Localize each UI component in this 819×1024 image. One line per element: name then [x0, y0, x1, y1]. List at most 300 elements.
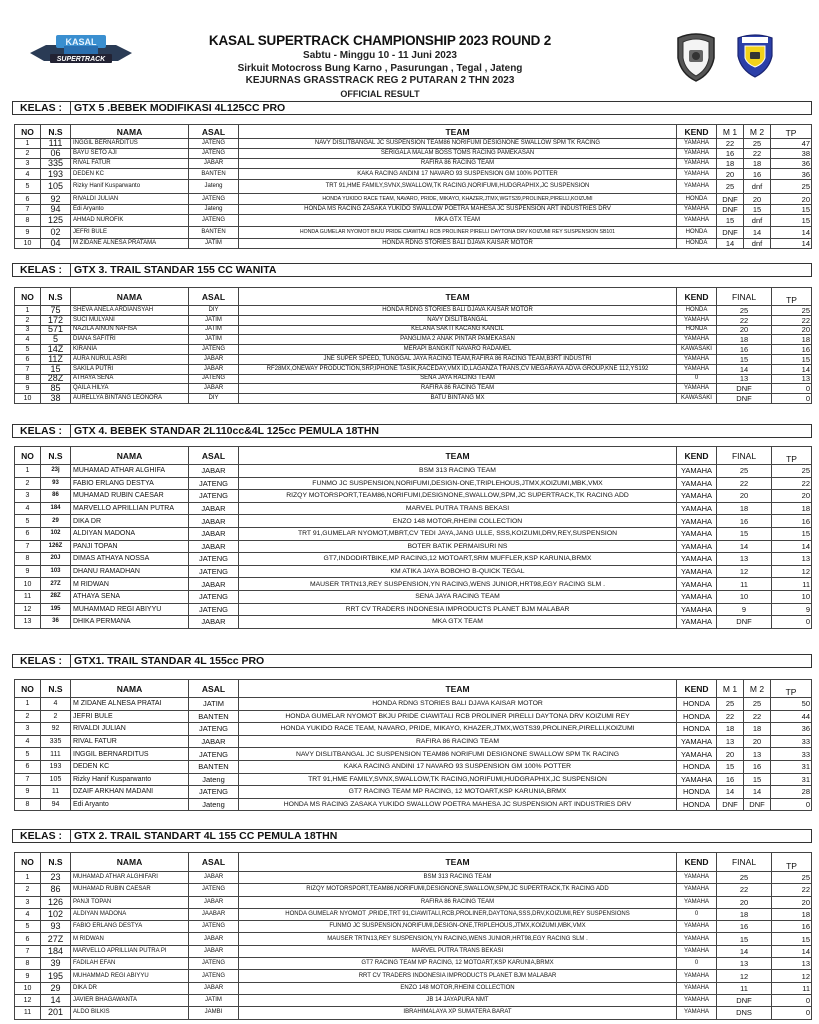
col-no: NO: [15, 853, 41, 872]
cell-final: 18: [717, 908, 772, 920]
cell-ns: 105: [41, 773, 71, 786]
cell-nama: M ZIDANE ALNESA PRATAI: [71, 698, 189, 711]
cell-m1: 20: [717, 748, 744, 761]
cell-no: 13: [15, 616, 41, 629]
cell-tp: 14: [771, 227, 812, 239]
cell-asal: JATENG: [189, 490, 239, 503]
cell-kend: YAMAHA: [677, 515, 717, 528]
cell-m1: 20: [717, 169, 744, 180]
cell-m1: 13: [717, 735, 744, 748]
table-header-row: [15, 288, 812, 306]
cell-tp: 13: [772, 374, 812, 384]
cell-tp: 0: [771, 798, 812, 811]
col-tp: TP: [772, 853, 812, 872]
cell-nama: NAZILA AINUN NAFISA: [71, 325, 189, 335]
cell-m1: 25: [717, 698, 744, 711]
cell-ns: 102: [41, 908, 71, 920]
cell-tp: 25: [771, 180, 812, 194]
cell-kend: YAMAHA: [677, 970, 717, 982]
cell-asal: JAMBI: [189, 1007, 239, 1019]
cell-kend: YAMAHA: [677, 139, 717, 149]
table-row: [15, 698, 812, 711]
cell-no: 1: [15, 306, 41, 316]
cell-team: HONDA YUKIDO RACE TEAM, NAVARO, PRIDE, MIKAYO, KHAZER,JTMX,WGTS39,PROLINER,PIRELLI,KOIZUMI: [239, 723, 677, 736]
cell-kend: YAMAHA: [677, 354, 717, 364]
cell-tp: 22: [772, 477, 812, 490]
cell-nama: M RIDWAN: [71, 578, 189, 591]
cell-no: 4: [15, 908, 41, 920]
cell-kend: 0: [677, 958, 717, 970]
cell-ns: 335: [41, 735, 71, 748]
cell-kend: YAMAHA: [677, 921, 717, 933]
official-result-label: OFFICIAL RESULT: [340, 88, 420, 99]
cell-tp: 16: [772, 515, 812, 528]
table-row: [15, 872, 812, 884]
cell-nama: INGGIL BERNARDITUS: [71, 748, 189, 761]
cell-team: HONDA GUMELAR NYOMOT BKJU PRIDE CIAWITALI RCB PROLINER PIRELLI DAYTONA DRV KOIZUMI REY: [239, 710, 677, 723]
cell-no: 6: [15, 933, 41, 945]
cell-asal: JABAR: [189, 945, 239, 957]
cell-ns: 184: [41, 945, 71, 957]
cell-ns: 38: [41, 394, 71, 404]
col-asal: ASAL: [189, 288, 239, 306]
cell-final: 18: [717, 335, 772, 345]
cell-m1: 14: [717, 786, 744, 799]
table-header-row: [15, 447, 812, 465]
cell-team: RAFIRA 86 RACING TEAM: [239, 735, 677, 748]
cell-nama: AURELLYA BINTANG LEONORA: [71, 394, 189, 404]
kelas-header: [12, 654, 812, 668]
cell-m1: 15: [717, 760, 744, 773]
table-row: [15, 169, 812, 180]
table-row: [15, 315, 812, 325]
table-row: [15, 970, 812, 982]
cell-team: HONDA GUMELAR NYOMOT BKJU PRIDE CIAWITALI RCB PROLINER PIRELLI DAYTONA DRV KOIZUMI REY SUSPENSION SB101: [239, 227, 677, 239]
cell-m1: 18: [717, 723, 744, 736]
cell-asal: JATENG: [189, 786, 239, 799]
cell-team: BATU BINTANG MX: [239, 394, 677, 404]
cell-kend: YAMAHA: [677, 872, 717, 884]
cell-team: MAUSER TRTN13,REY SUSPENSION,YN RACING,WENS JUNIOR,HRT98,EGY RACING SLM .: [239, 578, 677, 591]
cell-nama: RIVAL FATUR: [71, 735, 189, 748]
cell-nama: Rizky Hanif Kusparwanto: [71, 180, 189, 194]
cell-kend: YAMAHA: [677, 616, 717, 629]
col-nama: NAMA: [71, 125, 189, 139]
cell-final: 13: [717, 374, 772, 384]
cell-final: 15: [717, 933, 772, 945]
svg-text:SUPERTRACK: SUPERTRACK: [56, 56, 106, 63]
cell-team: NAVY DISLITBANGAL JC SUSPENSION TEAM86 NORIFUMI DESIGNONE SWALLOW SPM TK RACING: [239, 139, 677, 149]
cell-final: 12: [717, 970, 772, 982]
col-kend: KEND: [677, 288, 717, 306]
kelas-name: GTX 3. TRAIL STANDAR 155 CC WANITA: [74, 264, 277, 276]
cell-no: 7: [15, 540, 41, 553]
cell-asal: JATENG: [189, 194, 239, 205]
cell-no: 2: [15, 149, 41, 159]
cell-tp: 15: [771, 205, 812, 215]
cell-team: HONDA GUMELAR NYOMOT ,PRIDE,TRT 91,CIAWITALI,RCB,PROLINER,DAYTONA,SSS,DRV,KOIZUMI,REY SUSPENSIONS: [239, 908, 677, 920]
col-team: TEAM: [239, 680, 677, 698]
cell-tp: 0: [772, 616, 812, 629]
table-row: [15, 515, 812, 528]
cell-kend: YAMAHA: [677, 465, 717, 478]
cell-asal: JABAR: [189, 384, 239, 394]
results-table: [14, 124, 812, 249]
cell-asal: JABAR: [189, 896, 239, 908]
table-row: [15, 465, 812, 478]
cell-asal: JATENG: [189, 345, 239, 355]
cell-asal: BANTEN: [189, 169, 239, 180]
table-row: [15, 227, 812, 239]
cell-ns: 93: [41, 477, 71, 490]
cell-nama: SUCI MULYANI: [71, 315, 189, 325]
cell-tp: 0: [772, 384, 812, 394]
cell-nama: MUHAMAD RUBIN CAESAR: [71, 884, 189, 896]
cell-team: RF28MX,ONEWAY PRODUCTION,SRP,IPHONE TASIK,RACEDAY,VMX ID,LAGANZA TRANS,CV MEGARAYA ADVA GROUP,KNE 112,YS192: [239, 364, 677, 374]
col-ns: N.S: [41, 288, 71, 306]
cell-no: 5: [15, 180, 41, 194]
cell-nama: MUHAMAD RUBIN CAESAR: [71, 490, 189, 503]
cell-nama: Edi Aryanto: [71, 205, 189, 215]
col-nama: NAMA: [71, 288, 189, 306]
cell-tp: 14: [771, 239, 812, 249]
cell-kend: 0: [677, 908, 717, 920]
cell-kend: YAMAHA: [677, 335, 717, 345]
cell-nama: PANJI TOPAN: [71, 896, 189, 908]
cell-tp: 33: [771, 735, 812, 748]
cell-ns: 23: [41, 872, 71, 884]
cell-team: GT7 RACING TEAM MP RACING, 12 MOTOART,KSP KARUNIA,BRMX: [239, 958, 677, 970]
cell-final: DNF: [717, 384, 772, 394]
cell-no: 4: [15, 169, 41, 180]
cell-nama: DHIKA PERMANA: [71, 616, 189, 629]
cell-ns: 92: [41, 723, 71, 736]
cell-nama: JAVIER BHAGAWANTA: [71, 994, 189, 1006]
cell-team: MKA GTX TEAM: [239, 616, 677, 629]
cell-team: FUNMO JC SUSPENSION,NORIFUMI,DESIGN-ONE,TRIPLEHOUS,JTMX,KOIZUMI,MBK,VMX: [239, 921, 677, 933]
table-row: [15, 1007, 812, 1019]
cell-nama: AURA NURUL ASRI: [71, 354, 189, 364]
table-row: [15, 958, 812, 970]
cell-tp: 15: [771, 215, 812, 227]
cell-asal: JATENG: [189, 970, 239, 982]
cell-team: BSM 313 RACING TEAM: [239, 872, 677, 884]
results-table: [14, 287, 812, 404]
cell-asal: JABAR: [189, 578, 239, 591]
cell-ns: 27Z: [41, 933, 71, 945]
cell-tp: 18: [772, 502, 812, 515]
cell-kend: YAMAHA: [677, 477, 717, 490]
cell-team: HONDA YUKIDO RACE TEAM, NAVARO, PRIDE, MIKAYO, KHAZER,JTMX,WGTS39,PROLINER,PIRELLI,KOIZUMI: [239, 194, 677, 205]
cell-final: 11: [717, 982, 772, 994]
table-row: [15, 945, 812, 957]
kelas-label: KELAS :: [13, 264, 71, 276]
table-row: [15, 553, 812, 566]
cell-ns: 195: [41, 603, 71, 616]
cell-final: 14: [717, 364, 772, 374]
cell-no: 12: [15, 994, 41, 1006]
cell-final: 22: [717, 884, 772, 896]
cell-ns: 86: [41, 490, 71, 503]
cell-no: 12: [15, 603, 41, 616]
cell-kend: HONDA: [677, 710, 717, 723]
cell-nama: SAKILA PUTRI: [71, 364, 189, 374]
cell-tp: 25: [772, 306, 812, 316]
kelas-header: [12, 101, 812, 115]
cell-team: GT7,INDODIRTBIKE,MP RACING,12 MOTOART,SRM MUFFLER,KSP KARUNIA,BRMX: [239, 553, 677, 566]
cell-m1: 25: [717, 180, 744, 194]
cell-ns: 28Z: [41, 374, 71, 384]
cell-kend: YAMAHA: [677, 159, 717, 169]
kasal-cup-logo: [26, 33, 136, 67]
cell-asal: JATIM: [189, 315, 239, 325]
table-row: [15, 798, 812, 811]
col-ns: N.S: [41, 853, 71, 872]
cell-no: 6: [15, 527, 41, 540]
cell-asal: JATENG: [189, 748, 239, 761]
cell-asal: Jateng: [189, 773, 239, 786]
cell-asal: JATENG: [189, 215, 239, 227]
cell-team: HONDA RDNG STORIES BALI DJAVA KAISAR MOTOR: [239, 239, 677, 249]
cell-asal: JATENG: [189, 723, 239, 736]
cell-final: 22: [717, 477, 772, 490]
svg-text:KASAL: KASAL: [65, 37, 97, 47]
cell-tp: 0: [772, 394, 812, 404]
cell-m1: 16: [717, 149, 744, 159]
table-row: [15, 139, 812, 149]
table-header-row: [15, 680, 812, 698]
cell-asal: JABAR: [189, 540, 239, 553]
cell-team: JNE SUPER SPEED, TUNGGAL JAYA RACING TEAM,RAFIRA 86 RACING TEAM,B3RT INDUSTRI: [239, 354, 677, 364]
cell-tp: 31: [771, 773, 812, 786]
cell-tp: 44: [771, 710, 812, 723]
col-nama: NAMA: [71, 447, 189, 465]
kelas-header: [12, 829, 812, 843]
cell-m1: 14: [717, 239, 744, 249]
cell-final: 25: [717, 872, 772, 884]
cell-m1: DNF: [717, 205, 744, 215]
cell-ns: 4: [41, 698, 71, 711]
cell-ns: 39: [41, 958, 71, 970]
cell-nama: ATHAYA SENA: [71, 590, 189, 603]
cell-nama: RIVAL FATUR: [71, 159, 189, 169]
cell-asal: Jateng: [189, 180, 239, 194]
results-table: [14, 852, 812, 1020]
cell-tp: 38: [771, 149, 812, 159]
col-team: TEAM: [239, 447, 677, 465]
cell-final: 25: [717, 465, 772, 478]
cell-m2: DNF: [744, 798, 771, 811]
col-ns: N.S: [41, 125, 71, 139]
cell-m1: DNF: [717, 798, 744, 811]
col-nama: NAMA: [71, 680, 189, 698]
cell-kend: YAMAHA: [677, 490, 717, 503]
cell-kend: YAMAHA: [677, 1007, 717, 1019]
table-row: [15, 306, 812, 316]
cell-nama: JEFRI BULE: [71, 227, 189, 239]
cell-final: DNF: [717, 394, 772, 404]
col-no: NO: [15, 447, 41, 465]
table-row: [15, 502, 812, 515]
cell-tp: 14: [772, 540, 812, 553]
col-final: FINAL: [717, 288, 772, 306]
cell-team: HONDA MS RACING ZASAKA YUKIDO SWALLOW POETRA MAHESA JC SUSPENSION ART INDUSTRIES DRV: [239, 205, 677, 215]
cell-kend: YAMAHA: [677, 527, 717, 540]
cell-no: 10: [15, 578, 41, 591]
cell-asal: JATENG: [189, 477, 239, 490]
cell-tp: 25: [772, 465, 812, 478]
cell-asal: DIY: [189, 306, 239, 316]
table-row: [15, 159, 812, 169]
cell-tp: 47: [771, 139, 812, 149]
cell-team: MERAPI BANGKIT NAVARO RADAMEL: [239, 345, 677, 355]
cell-ns: 02: [41, 227, 71, 239]
cell-asal: JATENG: [189, 565, 239, 578]
cell-nama: M RIDWAN: [71, 933, 189, 945]
cell-nama: ATHAYA SENA: [71, 374, 189, 384]
cell-final: 16: [717, 345, 772, 355]
cell-no: 2: [15, 710, 41, 723]
kelas-name: GTX 5 .BEBEK MODIFIKASI 4L125CC PRO: [74, 102, 286, 114]
cell-team: RAFIRA 86 RACING TEAM: [239, 896, 677, 908]
cell-kend: YAMAHA: [677, 748, 717, 761]
cell-no: 9: [15, 565, 41, 578]
col-no: NO: [15, 125, 41, 139]
cell-ns: 14: [41, 994, 71, 1006]
cell-asal: JABAR: [189, 159, 239, 169]
cell-asal: JATENG: [189, 149, 239, 159]
cell-team: SENA JAYA RACING TEAM: [239, 374, 677, 384]
table-row: [15, 490, 812, 503]
cell-ns: 125: [41, 215, 71, 227]
cell-no: 4: [15, 502, 41, 515]
cell-ns: 571: [41, 325, 71, 335]
results-table: [14, 679, 812, 811]
cell-ns: 172: [41, 315, 71, 325]
table-row: [15, 760, 812, 773]
cell-kend: YAMAHA: [677, 169, 717, 180]
table-row: [15, 477, 812, 490]
col-kend: KEND: [677, 680, 717, 698]
cell-tp: 36: [771, 169, 812, 180]
cell-team: NAVY DISLITBANGAL: [239, 315, 677, 325]
cell-no: 2: [15, 884, 41, 896]
cell-kend: YAMAHA: [677, 364, 717, 374]
cell-kend: HONDA: [677, 306, 717, 316]
cell-nama: M ZIDANE ALNESA PRATAMA: [71, 239, 189, 249]
cell-team: KM ATIKA JAYA BOBOHO B-QUICK TEGAL: [239, 565, 677, 578]
championship-title: KASAL SUPERTRACK CHAMPIONSHIP 2023 ROUND 2: [208, 33, 552, 48]
cell-ns: 193: [41, 760, 71, 773]
kelas-label: KELAS :: [13, 425, 71, 437]
cell-asal: JABAR: [189, 872, 239, 884]
cell-ns: 85: [41, 384, 71, 394]
cell-no: 1: [15, 465, 41, 478]
cell-nama: DIANA SAFITRI: [71, 335, 189, 345]
cell-kend: YAMAHA: [677, 540, 717, 553]
table-row: [15, 345, 812, 355]
cell-team: RRT CV TRADERS INDONESIA IMPRODUCTS PLANET BJM MALABAR: [239, 603, 677, 616]
cell-kend: HONDA: [677, 798, 717, 811]
cell-kend: HONDA: [677, 786, 717, 799]
cell-kend: HONDA: [677, 239, 717, 249]
cell-no: 9: [15, 227, 41, 239]
cell-m2: dnf: [744, 215, 771, 227]
cell-asal: JATENG: [189, 374, 239, 384]
cell-team: TRT 91,HME FAMILY,SVNX,SWALLOW,TK RACING,NORIFUMI,HUDGRAPHIX,JC SUSPENSION: [239, 180, 677, 194]
cell-tp: 15: [772, 933, 812, 945]
cell-team: SENA JAYA RACING TEAM: [239, 590, 677, 603]
cell-kend: HONDA: [677, 325, 717, 335]
cell-final: 20: [717, 325, 772, 335]
cell-no: 3: [15, 896, 41, 908]
table-row: [15, 773, 812, 786]
cell-nama: FABIO ERLANG DESTYA: [71, 477, 189, 490]
cell-nama: MUHAMAD ATHAR ALGHIFA: [71, 465, 189, 478]
cell-ns: 105: [41, 180, 71, 194]
table-row: [15, 215, 812, 227]
cell-kend: YAMAHA: [677, 149, 717, 159]
col-ns: N.S: [41, 680, 71, 698]
cell-asal: JATIM: [189, 325, 239, 335]
cell-kend: HONDA: [677, 227, 717, 239]
cell-tp: 16: [772, 345, 812, 355]
table-row: [15, 933, 812, 945]
cell-team: RAFIRA 86 RACING TEAM: [239, 384, 677, 394]
cell-no: 1: [15, 872, 41, 884]
cell-m2: 18: [744, 159, 771, 169]
cell-m1: 18: [717, 159, 744, 169]
cell-tp: 18: [772, 335, 812, 345]
cell-m2: 15: [744, 205, 771, 215]
cell-no: 5: [15, 515, 41, 528]
cell-kend: YAMAHA: [677, 982, 717, 994]
cell-final: 13: [717, 958, 772, 970]
cell-nama: FADILAH EFAN: [71, 958, 189, 970]
cell-asal: BANTEN: [189, 227, 239, 239]
cell-asal: JABAR: [189, 527, 239, 540]
cell-final: 14: [717, 945, 772, 957]
cell-kend: HONDA: [677, 760, 717, 773]
col-tp: TP: [771, 125, 812, 139]
table-row: [15, 786, 812, 799]
cell-nama: DIKA DR: [71, 515, 189, 528]
kelas-label: KELAS :: [13, 655, 71, 667]
table-row: [15, 908, 812, 920]
cell-no: 10: [15, 394, 41, 404]
cell-team: KAKA RACING ANDINI 17 NAVARO 93 SUSPENSION GM 100% POTTER: [239, 169, 677, 180]
cell-nama: QAILA HILYA: [71, 384, 189, 394]
cell-team: ENZO 148 MOTOR,RHEINI COLLECTION: [239, 515, 677, 528]
cell-no: 8: [15, 553, 41, 566]
cell-kend: YAMAHA: [677, 205, 717, 215]
cell-no: 8: [15, 798, 41, 811]
cell-ns: 14Z: [41, 345, 71, 355]
cell-nama: INGGIL BERNARDITUS: [71, 139, 189, 149]
cell-no: 3: [15, 490, 41, 503]
cell-no: 10: [15, 982, 41, 994]
cell-asal: JABAR: [189, 616, 239, 629]
cell-team: FUNMO JC SUSPENSION,NORIFUMI,DESIGN-ONE,TRIPLEHOUS,JTMX,KOIZUMI,MBK,VMX: [239, 477, 677, 490]
cell-final: 22: [717, 315, 772, 325]
cell-team: JB 14 JAYAPURA NMT: [239, 994, 677, 1006]
cell-asal: JABAR: [189, 515, 239, 528]
cell-no: 7: [15, 773, 41, 786]
cell-team: BSM 313 RACING TEAM: [239, 465, 677, 478]
cell-final: 12: [717, 565, 772, 578]
cell-team: KAKA RACING ANDINI 17 NAVARO 93 SUSPENSION GM 100% POTTER: [239, 760, 677, 773]
cell-ns: 29: [41, 982, 71, 994]
